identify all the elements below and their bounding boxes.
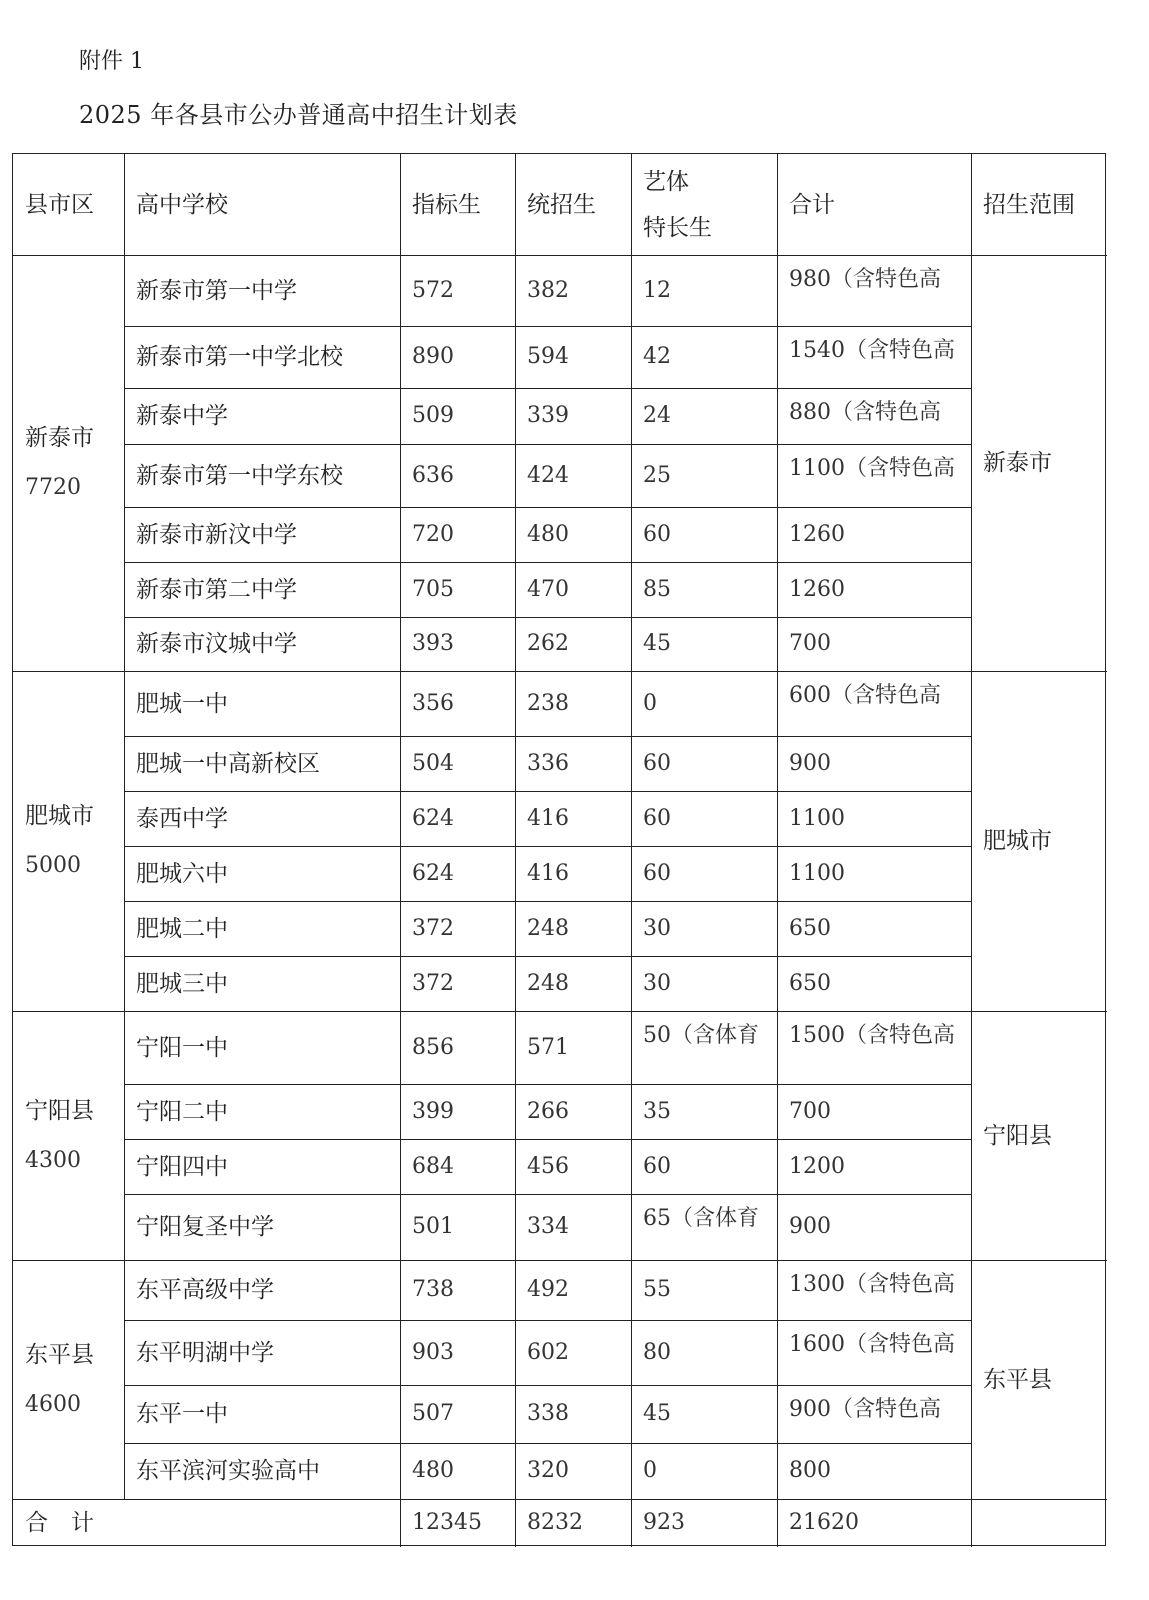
school-name: 肥城一中高新校区: [136, 750, 320, 777]
unified-value: 571: [527, 1034, 569, 1060]
totals-total: 21620: [789, 1510, 859, 1535]
total-value: 900（含特色高: [789, 1397, 941, 1422]
scope-cell: 肥城市: [983, 828, 1052, 854]
unified-value: 594: [527, 344, 569, 369]
unified-value: 266: [527, 1098, 569, 1124]
school-name: 宁阳一中: [136, 1034, 228, 1061]
county-total: 4300: [25, 1147, 81, 1173]
total-value: 1200: [789, 1153, 845, 1179]
school-name: 东平高级中学: [136, 1277, 274, 1303]
header-art-line1: 艺体: [643, 168, 689, 195]
total-value: 600（含特色高: [789, 683, 941, 708]
total-value: 700: [789, 1098, 831, 1124]
grid-line: [13, 671, 1107, 672]
grid-line: [124, 791, 971, 792]
art-value: 60: [643, 750, 671, 776]
school-name: 宁阳二中: [136, 1098, 228, 1125]
quota-value: 624: [412, 860, 454, 886]
grid-line: [124, 562, 971, 563]
grid-line: [124, 1084, 971, 1085]
total-value: 900: [789, 750, 831, 776]
unified-value: 456: [527, 1153, 569, 1179]
total-value: 980（含特色高: [789, 267, 941, 292]
school-name: 泰西中学: [136, 805, 228, 832]
unified-value: 248: [527, 915, 569, 941]
grid-line: [124, 1385, 971, 1386]
total-value: 1100: [789, 805, 845, 831]
unified-value: 480: [527, 521, 569, 547]
quota-value: 738: [412, 1277, 454, 1302]
quota-value: 372: [412, 970, 454, 996]
total-value: 700: [789, 631, 831, 656]
unified-value: 262: [527, 631, 569, 656]
total-value: 1600（含特色高: [789, 1332, 955, 1357]
art-value: 35: [643, 1098, 671, 1124]
grid-line: [124, 956, 971, 957]
attachment-label: 附件 1: [79, 49, 144, 74]
enrollment-plan-table: [12, 153, 1106, 1546]
total-value: 1500（含特色高: [789, 1023, 955, 1048]
unified-value: 492: [527, 1277, 569, 1302]
header-total: 合计: [789, 191, 835, 218]
total-value: 1100（含特色高: [789, 456, 955, 481]
quota-value: 372: [412, 915, 454, 941]
art-value: 50（含体育: [643, 1023, 759, 1048]
school-name: 宁阳复圣中学: [136, 1214, 274, 1240]
school-name: 东平一中: [136, 1401, 228, 1427]
totals-art: 923: [643, 1510, 685, 1535]
total-value: 900: [789, 1214, 831, 1239]
grid-line: [124, 617, 971, 618]
grid-line: [515, 154, 516, 1547]
county-cell: [13, 255, 124, 671]
grid-line: [124, 901, 971, 902]
unified-value: 238: [527, 690, 569, 716]
totals-quota: 12345: [412, 1510, 482, 1535]
unified-value: 416: [527, 860, 569, 886]
school-name: 新泰市汶城中学: [136, 631, 297, 657]
school-name: 东平滨河实验高中: [136, 1458, 320, 1484]
unified-value: 248: [527, 970, 569, 996]
quota-value: 399: [412, 1098, 454, 1124]
art-value: 25: [643, 462, 671, 488]
art-value: 0: [643, 690, 657, 716]
grid-line: [13, 1499, 1107, 1500]
quota-value: 720: [412, 521, 454, 547]
art-value: 42: [643, 344, 671, 369]
county-name: 宁阳县: [25, 1097, 94, 1124]
county-name: 新泰市: [25, 425, 94, 451]
art-value: 30: [643, 970, 671, 996]
art-value: 60: [643, 805, 671, 831]
school-name: 宁阳四中: [136, 1153, 228, 1180]
county-cell: [13, 1011, 124, 1260]
unified-value: 602: [527, 1339, 569, 1365]
school-name: 肥城六中: [136, 860, 228, 887]
total-value: 1300（含特色高: [789, 1272, 955, 1297]
art-value: 55: [643, 1277, 671, 1302]
quota-value: 624: [412, 805, 454, 831]
county-name: 肥城市: [25, 803, 94, 829]
grid-line: [124, 388, 971, 389]
scope-cell: 宁阳县: [983, 1122, 1052, 1149]
header-school: 高中学校: [136, 191, 228, 218]
quota-value: 509: [412, 403, 454, 428]
grid-line: [124, 507, 971, 508]
quota-value: 890: [412, 344, 454, 369]
total-value: 650: [789, 970, 831, 996]
grid-line: [124, 326, 971, 327]
art-value: 60: [643, 860, 671, 886]
school-name: 肥城一中: [136, 690, 228, 717]
total-value: 1540（含特色高: [789, 338, 955, 363]
unified-value: 339: [527, 403, 569, 428]
header-art-specialty: [631, 154, 777, 255]
total-value: 880（含特色高: [789, 400, 941, 425]
art-value: 24: [643, 403, 671, 428]
quota-value: 507: [412, 1401, 454, 1426]
school-name: 新泰市新汶中学: [136, 521, 297, 548]
grid-line: [971, 154, 972, 1547]
totals-label: 合 计: [25, 1510, 94, 1536]
art-value: 85: [643, 576, 671, 602]
unified-value: 416: [527, 805, 569, 831]
school-name: 东平明湖中学: [136, 1339, 274, 1366]
grid-line: [13, 1260, 1107, 1261]
quota-value: 684: [412, 1153, 454, 1179]
county-total: 7720: [25, 475, 81, 500]
grid-line: [124, 736, 971, 737]
header-scope: 招生范围: [983, 191, 1075, 218]
art-value: 60: [643, 1153, 671, 1179]
school-name: 新泰市第一中学北校: [136, 344, 343, 370]
art-value: 45: [643, 1401, 671, 1426]
school-name: 新泰市第一中学东校: [136, 462, 343, 489]
grid-line: [13, 255, 1107, 256]
county-cell: [13, 671, 124, 1011]
grid-line: [124, 1320, 971, 1321]
unified-value: 382: [527, 277, 569, 303]
school-name: 肥城二中: [136, 915, 228, 942]
grid-line: [124, 444, 971, 445]
unified-value: 336: [527, 750, 569, 776]
art-value: 30: [643, 915, 671, 941]
grid-line: [124, 1443, 971, 1444]
scope-cell: 新泰市: [983, 450, 1052, 476]
grid-line: [13, 1011, 1107, 1012]
grid-line: [777, 154, 778, 1547]
quota-value: 480: [412, 1458, 454, 1483]
unified-value: 470: [527, 576, 569, 602]
document-title: 2025 年各县市公办普通高中招生计划表: [79, 101, 518, 129]
art-value: 0: [643, 1458, 657, 1483]
unified-value: 338: [527, 1401, 569, 1426]
quota-value: 504: [412, 750, 454, 776]
art-value: 12: [643, 277, 671, 303]
art-value: 45: [643, 631, 671, 656]
school-name: 肥城三中: [136, 970, 228, 997]
quota-value: 856: [412, 1034, 454, 1060]
header-art-line2: 特长生: [643, 214, 712, 241]
quota-value: 903: [412, 1339, 454, 1365]
totals-unified: 8232: [527, 1510, 583, 1535]
county-name: 东平县: [25, 1341, 94, 1368]
art-value: 80: [643, 1339, 671, 1365]
total-value: 650: [789, 915, 831, 941]
quota-value: 572: [412, 277, 454, 303]
unified-value: 424: [527, 462, 569, 488]
header-county: 县市区: [25, 191, 94, 218]
grid-line: [124, 1139, 971, 1140]
art-value: 60: [643, 521, 671, 547]
school-name: 新泰市第二中学: [136, 576, 297, 603]
grid-line: [124, 154, 125, 1499]
unified-value: 334: [527, 1214, 569, 1239]
scope-cell: 东平县: [983, 1366, 1052, 1393]
total-value: 1100: [789, 860, 845, 886]
grid-line: [400, 154, 401, 1547]
school-name: 新泰中学: [136, 403, 228, 429]
total-value: 1260: [789, 521, 845, 547]
total-value: 800: [789, 1458, 831, 1483]
quota-value: 393: [412, 631, 454, 656]
county-total: 4600: [25, 1391, 81, 1417]
county-cell: [13, 1260, 124, 1499]
header-unified: 统招生: [527, 191, 596, 218]
quota-value: 636: [412, 462, 454, 488]
grid-line: [124, 1194, 971, 1195]
grid-line: [631, 154, 632, 1547]
quota-value: 501: [412, 1214, 454, 1239]
grid-line: [124, 846, 971, 847]
total-value: 1260: [789, 576, 845, 602]
unified-value: 320: [527, 1458, 569, 1483]
quota-value: 705: [412, 576, 454, 602]
county-total: 5000: [25, 853, 81, 878]
quota-value: 356: [412, 690, 454, 716]
school-name: 新泰市第一中学: [136, 277, 297, 304]
header-quota: 指标生: [412, 191, 481, 218]
art-value: 65（含体育: [643, 1206, 759, 1231]
